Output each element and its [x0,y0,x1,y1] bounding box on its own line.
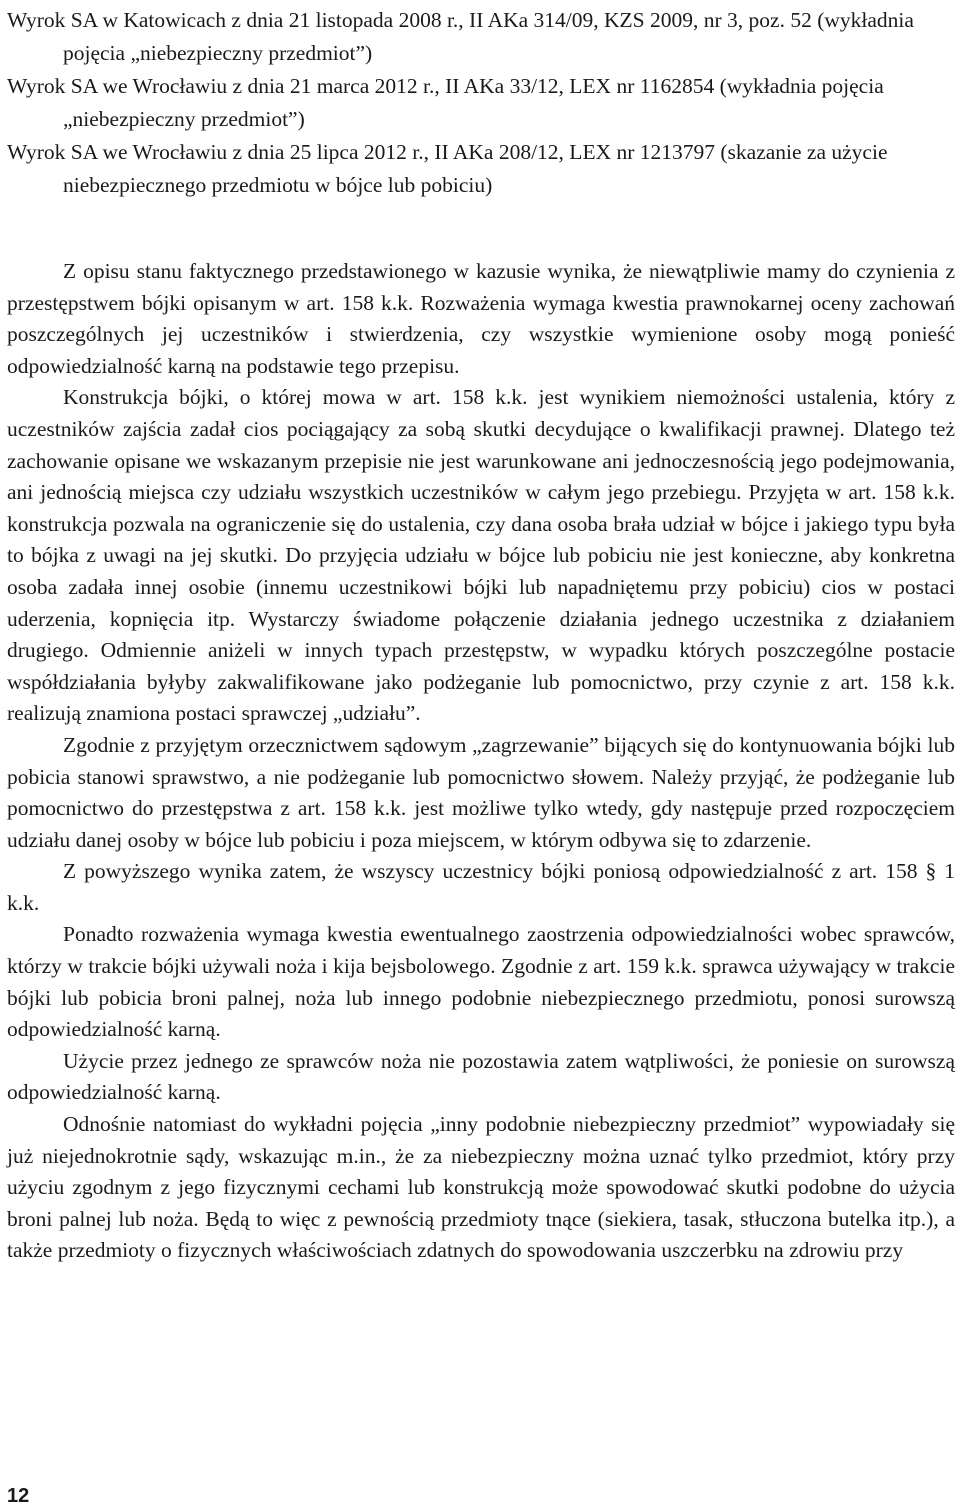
paragraph: Zgodnie z przyjętym orzecznictwem sądowym „zagrzewanie” bijących się do kontynuowania bójki lub pobicia stanowi sprawstwo, a nie podżeganie lub pomocnictwo słowem. Należy przyjąć, że podżeganie lub pomocnictwo do przestępstwa z art. 158 k.k. jest możliwe tylko wtedy, gdy następuje przed rozpoczęciem udziału danej osoby w bójce lub pobiciu i poza miejscem, w którym odbywa się to zdarzenie. [7,732,955,852]
reference-item: Wyrok SA we Wrocławiu z dnia 25 lipca 2012 r., II AKa 208/12, LEX nr 1213797 (skazanie za użycie niebezpiecznego przedmiotu w bójce lub pobiciu) [7,140,888,197]
paragraph: Odnośnie natomiast do wykładni pojęcia „inny podobnie niebezpieczny przedmiot” wypowiadały się już niejednokrotnie sądy, wskazując m.in., że za niebezpieczny można uznać tylko przedmiot, który przy użyciu zgodnym z jego fizycznymi cechami lub konstrukcją może spowodować skutki podobne do użycia broni palnej lub noża. Będą to więc z pewnością przedmioty tnące (siekiera, tasak, stłuczona butelka itp.), a także przedmioty o fizycznych właściwościach zdatnych do spowodowania uszczerbku na zdrowiu przy [7,1112,955,1263]
paragraph: Z powyższego wynika zatem, że wszyscy uczestnicy bójki poniosą odpowiedzialność z art. 158 § 1 k.k. [7,859,955,915]
page-number: 12 [7,1485,30,1507]
reference-item: Wyrok SA we Wrocławiu z dnia 21 marca 2012 r., II AKa 33/12, LEX nr 1162854 (wykładnia pojęcia „niebezpieczny przedmiot”) [7,74,884,131]
reference-item: Wyrok SA w Katowicach z dnia 21 listopada 2008 r., II AKa 314/09, KZS 2009, nr 3, poz. 52 (wykładnia pojęcia „niebezpieczny przedmiot”) [7,8,914,65]
paragraph: Użycie przez jednego ze sprawców noża nie pozostawia zatem wątpliwości, że poniesie on surowszą odpowiedzialność karną. [7,1048,955,1105]
paragraph: Ponadto rozważenia wymaga kwestia ewentualnego zaostrzenia odpowiedzialności wobec sprawców, którzy w trakcie bójki używali noża i kija bejsbolowego. Zgodnie z art. 159 k.k. sprawca używający w trakcie bójki lub pobicia broni palnej, noża lub innego podobnie niebezpiecznego przedmiotu, ponosi surowszą odpowiedzialność karną. [7,922,955,1042]
paragraph: Z opisu stanu faktycznego przedstawionego w kazusie wynika, że niewątpliwie mamy do czynienia z przestępstwem bójki opisanym w art. 158 k.k. Rozważenia wymaga kwestia prawnokarnej oceny zachowań poszczególnych jej uczestników i stwierdzenia, czy wszystkie wymienione osoby mogą ponieść odpowiedzialność karną na podstawie tego przepisu. [7,259,955,378]
case-law-references [7,4,955,202]
body-text [7,256,955,1267]
paragraph: Konstrukcja bójki, o której mowa w art. 158 k.k. jest wynikiem niemożności ustalenia, który z uczestników zajścia zadał cios pociągający za sobą skutki decydujące o kwalifikacji prawnej. Dlatego też zachowanie opisane we wskazanym przepisie nie jest warunkowane ani jednoczesnością jego podejmowania, ani jednością miejsca czy udziału wszystkich uczestników w całym jego przebiegu. Przyjęta w art. 158 k.k. konstrukcja pozwala na ograniczenie się do ustalenia, czy dana osoba brała udział w bójce i jakiego typu była to bójka z uwagi na jej skutki. Do przyjęcia udziału w bójce lub pobiciu nie jest konieczne, aby konkretna osoba zadała innej osobie (innemu uczestnikowi bójki lub napadniętemu przy pobiciu) cios w postaci uderzenia, kopnięcia itp. Wystarczy świadome połączenie działania jednego uczestnika z działaniem drugiego. Odmiennie aniżeli w innych typach przestępstw, w wypadku których poszczególne postacie współdziałania byłyby zakwalifikowane jako podżeganie lub pomocnictwo, przy czynie z art. 158 k.k. realizują znamiona postaci sprawczej „udziału”. [7,385,955,726]
